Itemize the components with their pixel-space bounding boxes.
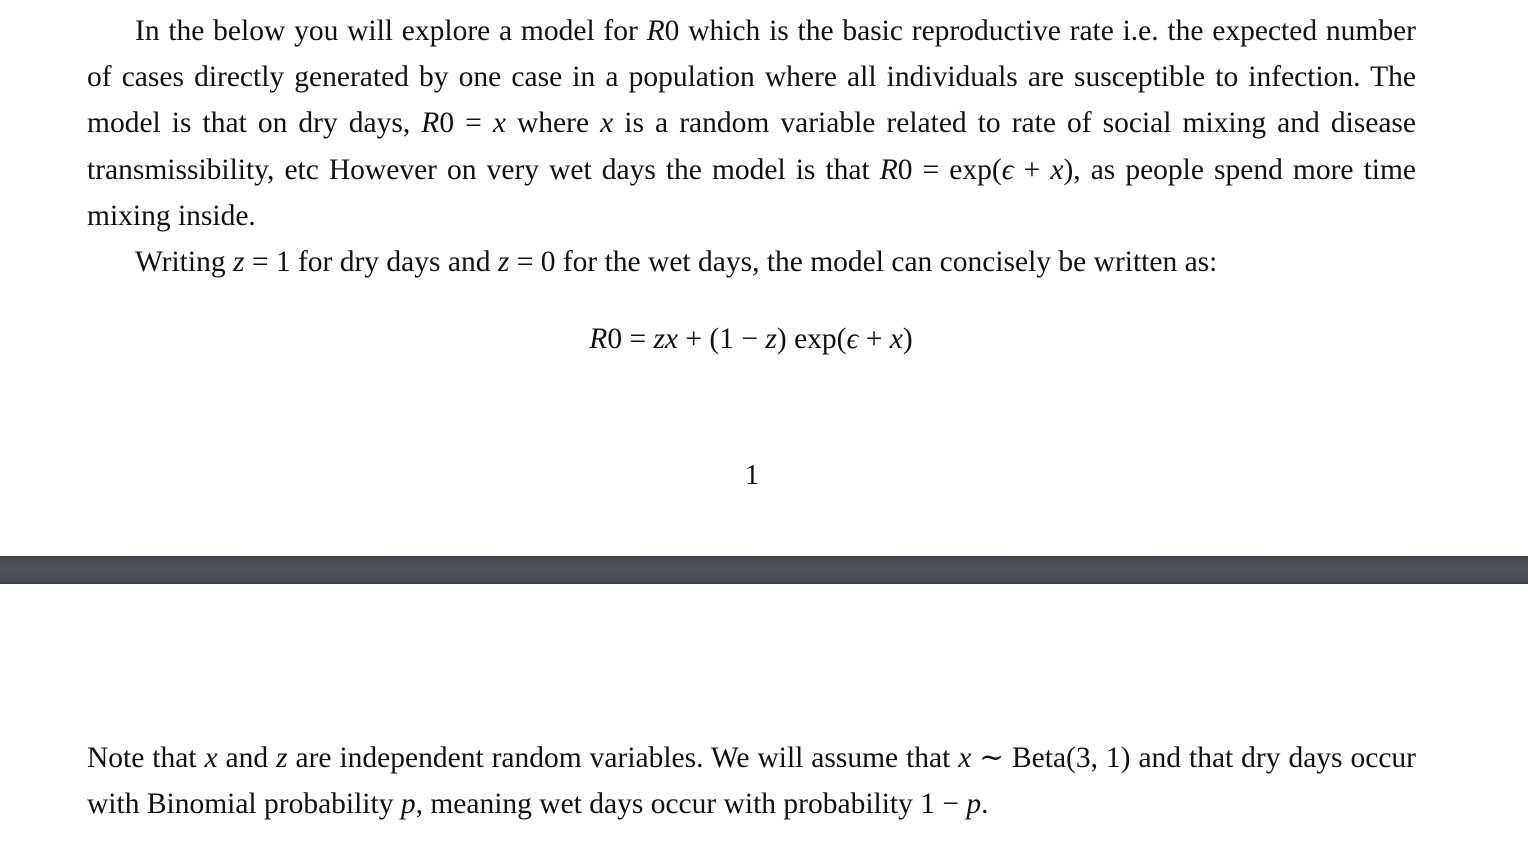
equation-run: + xyxy=(858,323,890,355)
text-run: 0 = exp( xyxy=(897,153,1002,186)
math-symbol: z xyxy=(232,246,245,278)
math-symbol: x xyxy=(889,323,903,355)
assumptions-paragraph xyxy=(87,735,1416,827)
math-symbol: R xyxy=(646,15,665,47)
model-paragraph xyxy=(87,239,1416,285)
math-symbol: z xyxy=(276,742,288,774)
math-symbol: zx xyxy=(653,323,679,355)
math-symbol: x xyxy=(1050,153,1064,186)
math-symbol: ϵ xyxy=(846,323,859,355)
math-symbol: ϵ xyxy=(1001,153,1014,186)
text-run: In the below you will explore a model for xyxy=(135,15,647,47)
text-run: where xyxy=(505,107,601,140)
display-equation xyxy=(0,316,1502,362)
page-separator xyxy=(0,556,1528,584)
equation-run: ) exp( xyxy=(776,323,847,355)
text-run: + xyxy=(1013,153,1051,186)
text-run: Writing xyxy=(135,246,233,278)
text-run: is a random variable related to rate of social mixing and disease transmissibility, etc However on very wet days the model is that xyxy=(87,107,1417,186)
text-run: Note that xyxy=(87,742,205,774)
math-symbol: x xyxy=(958,742,972,774)
equation-run: + (1 − xyxy=(678,323,766,355)
text-run: . xyxy=(981,788,989,821)
page-number: 1 xyxy=(744,459,760,491)
math-symbol: R xyxy=(879,153,898,186)
math-symbol: R xyxy=(589,323,608,355)
text-run: ), as people spend more time mixing inside. xyxy=(87,153,1416,232)
text-run: = 0 for the wet days, the model can concisely be written as: xyxy=(509,246,1218,278)
equation-run: 0 = xyxy=(607,323,654,355)
math-symbol: z xyxy=(497,246,510,278)
text-run: ∼ Beta(3, 1) and that dry days occur with Binomial probability xyxy=(87,742,1416,821)
text-run: , meaning wet days occur with probability 1 − xyxy=(415,788,967,821)
text-run: 0 = xyxy=(439,107,493,140)
text-run: and xyxy=(217,742,277,774)
math-symbol: p xyxy=(400,788,416,821)
text-run: 0 which is the basic reproductive rate i.e. the expected number of cases directly generated by one case in a population where all individuals are susceptible to infection. The model is that on dry days, xyxy=(87,15,1416,140)
equation-run: ) xyxy=(902,323,913,355)
math-symbol: x xyxy=(204,742,218,774)
intro-paragraph xyxy=(87,8,1416,239)
math-symbol: z xyxy=(765,323,777,355)
math-symbol: p xyxy=(966,788,982,821)
math-symbol: x xyxy=(600,107,614,140)
text-run: are independent random variables. We will assume that xyxy=(287,742,959,774)
math-symbol: x xyxy=(492,107,506,140)
text-run: = 1 for dry days and xyxy=(244,246,498,278)
math-symbol: R xyxy=(421,107,440,140)
